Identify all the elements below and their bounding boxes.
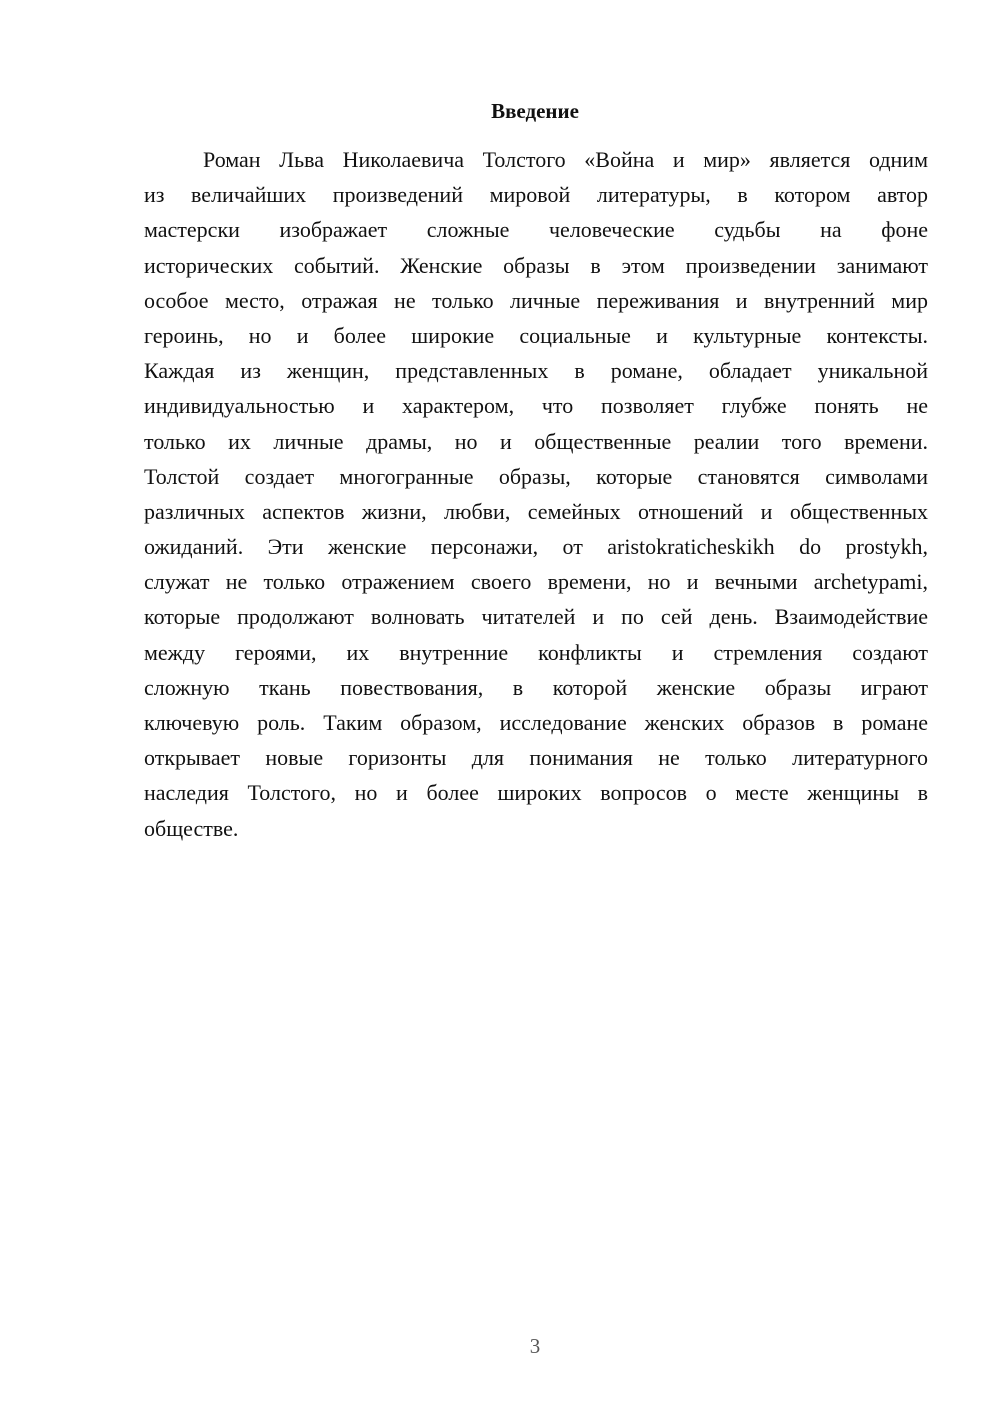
- section-heading: Введение: [491, 99, 579, 123]
- paragraph-line: Толстой создает многогранные образы, которые становятся символами: [144, 463, 928, 489]
- paragraph-line: которые продолжают волновать читателей и по сей день. Взаимодействие: [144, 604, 928, 630]
- paragraph-line: Каждая из женщин, представленных в романе, обладает уникальной: [144, 358, 928, 384]
- paragraph-line: ожиданий. Эти женские персонажи, от aristokraticheskikh do prostykh,: [144, 534, 928, 560]
- paragraph-line: открывает новые горизонты для понимания не только литературного: [144, 745, 928, 771]
- paragraph-line: различных аспектов жизни, любви, семейных отношений и общественных: [144, 498, 928, 524]
- paragraph-line: только их личные драмы, но и общественные реалии того времени.: [144, 428, 928, 454]
- paragraph-line: героинь, но и более широкие социальные и культурные контексты.: [144, 322, 928, 348]
- paragraph-line: особое место, отражая не только личные переживания и внутренний мир: [144, 287, 928, 313]
- paragraph-line: мастерски изображает сложные человеческие судьбы на фоне: [144, 217, 928, 243]
- paragraph-line: ключевую роль. Таким образом, исследование женских образов в романе: [144, 710, 928, 735]
- paragraph-line: служат не только отражением своего времени, но и вечными archetypami,: [144, 569, 928, 595]
- paragraph-line: между героями, их внутренние конфликты и стремления создают: [144, 639, 928, 665]
- paragraph-line: сложную ткань повествования, в которой женские образы играют: [144, 674, 928, 700]
- page-number: 3: [529, 1334, 541, 1358]
- paragraph-line: наследия Толстого, но и более широких вопросов о месте женщины в: [144, 780, 928, 806]
- paragraph-line: из величайших произведений мировой литературы, в котором автор: [144, 182, 928, 208]
- paragraph-line: исторических событий. Женские образы в этом произведении занимают: [144, 252, 928, 278]
- paragraph-line: Роман Льва Николаевича Толстого «Война и мир» является одним: [203, 147, 928, 172]
- paragraph-line: индивидуальностью и характером, что позволяет глубже понять не: [144, 393, 928, 419]
- body-paragraph: [144, 142, 928, 846]
- paragraph-line: обществе.: [144, 815, 239, 841]
